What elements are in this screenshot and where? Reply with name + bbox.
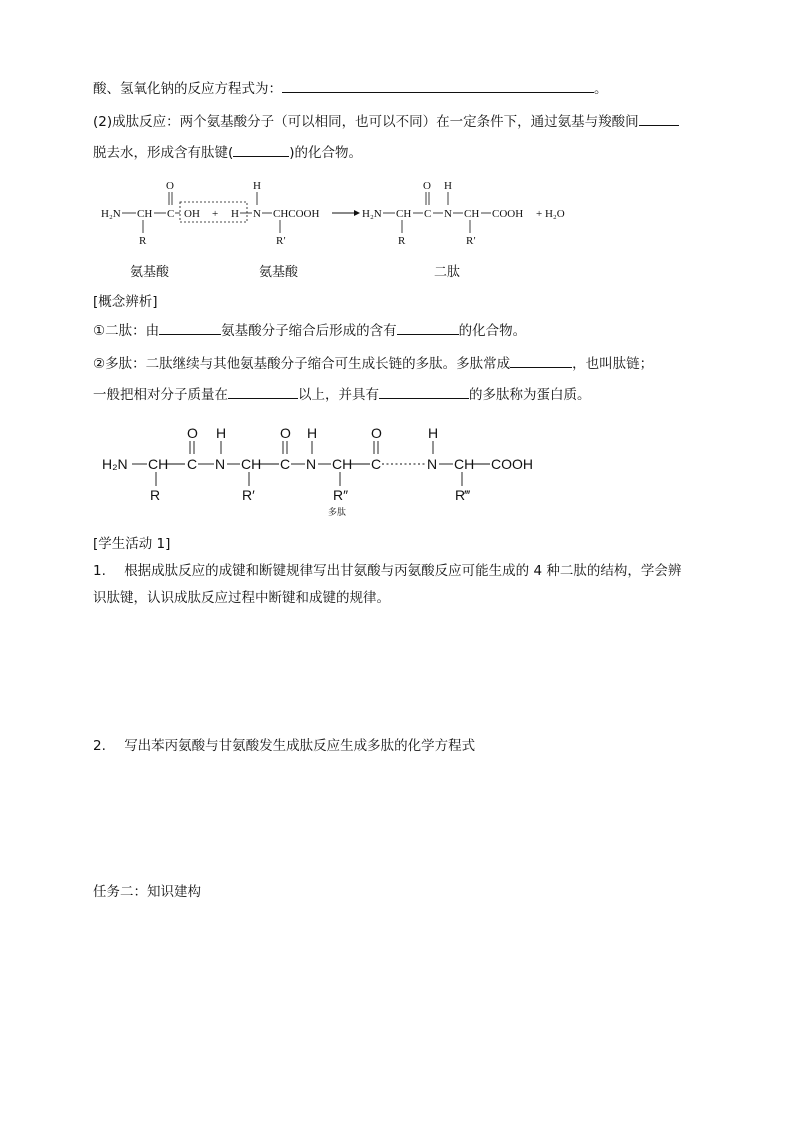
poly-ch1: CH — [148, 456, 169, 472]
peptide-bond-blank[interactable] — [233, 142, 289, 157]
question-2-text: 写出苯丙氨酸与甘氨酸发生成肽反应生成多肽的化学方程式 — [124, 738, 476, 754]
n-label: N — [253, 208, 261, 220]
product-r-prime: R′ — [466, 235, 476, 247]
task-2-heading: 任务二：知识建构 — [93, 884, 201, 900]
dipeptide-text-a: ①二肽：由 — [93, 323, 160, 339]
question-2-number: 2. — [93, 738, 106, 754]
product-r: R — [398, 235, 406, 247]
poly-h2n: H₂N — [102, 456, 128, 472]
polypeptide-shape-blank[interactable] — [510, 353, 572, 368]
equation-prompt-line — [93, 78, 608, 99]
peptide-bond-text-b: )的化合物。 — [289, 145, 363, 161]
molecular-mass-blank[interactable] — [228, 384, 298, 399]
product-cooh: COOH — [492, 208, 524, 220]
condensation-reaction-diagram — [96, 178, 596, 286]
protein-text-b: 以上，并具有 — [298, 387, 379, 403]
dehydration-blank[interactable] — [639, 111, 679, 126]
poly-label: 多肽 — [328, 508, 347, 518]
product-c: C — [424, 208, 432, 220]
plus-sign: + — [212, 208, 219, 220]
poly-h2: H — [307, 425, 318, 441]
question-1-line-1 — [93, 561, 681, 581]
equation-answer-blank[interactable] — [282, 78, 594, 93]
product-o: O — [423, 180, 431, 192]
product-ch1: CH — [396, 208, 412, 220]
poly-c3: C — [371, 456, 382, 472]
poly-r: R — [150, 487, 161, 503]
poly-r2: R″ — [333, 487, 349, 503]
polypeptide-definition — [93, 353, 653, 374]
poly-ch4: CH — [454, 456, 475, 472]
concept-heading: [概念辨析] — [93, 294, 158, 310]
poly-c2: C — [280, 456, 291, 472]
equation-prompt-text: 酸、氢氧化钠的反应方程式为： — [93, 81, 282, 97]
h2n-label: H₂N — [101, 208, 121, 220]
poly-cooh: COOH — [491, 456, 533, 472]
peptide-bond-text-a: 脱去水，形成含有肽键( — [93, 145, 234, 161]
r-group: R — [139, 235, 147, 247]
poly-h3: H — [428, 425, 439, 441]
dipeptide-text-b: 氨基酸分子缩合后形成的含有 — [221, 323, 397, 339]
dipeptide-text-c: 的化合物。 — [458, 323, 527, 339]
polypeptide-diagram — [100, 422, 560, 520]
question-1-text-1: 根据成肽反应的成键和断键规律写出甘氨酸与丙氨酸反应可能生成的 4 种二肽的结构，学会辨 — [124, 563, 682, 579]
dipeptide-bond-blank[interactable] — [397, 320, 459, 335]
amino-h: H — [231, 208, 239, 220]
product-n: N — [444, 208, 452, 220]
poly-ch2: CH — [241, 456, 262, 472]
poly-h1: H — [216, 425, 227, 441]
polypeptide-text-a: ②多肽：二肽继续与其他氨基酸分子缩合可生成长链的多肽。多肽常成 — [93, 356, 511, 372]
protein-text-c: 的多肽称为蛋白质。 — [469, 387, 591, 403]
chcooh-label: CHCOOH — [273, 208, 320, 220]
dipeptide-count-blank[interactable] — [159, 320, 221, 335]
protein-text-a: 一般把相对分子质量在 — [93, 387, 228, 403]
caption-dipeptide: 二肽 — [434, 265, 461, 280]
ch-label: CH — [137, 208, 153, 220]
peptide-reaction-text: (2)成肽反应：两个氨基酸分子（可以相同，也可以不同）在一定条件下，通过氨基与羧酸间 — [93, 114, 639, 130]
product-ch2: CH — [464, 208, 480, 220]
poly-o1: O — [187, 425, 198, 441]
product-h2n: H₂N — [362, 208, 382, 220]
poly-n3: N — [427, 456, 438, 472]
poly-r1: R′ — [242, 487, 255, 503]
peptide-reaction-line — [93, 111, 679, 132]
poly-c1: C — [187, 456, 198, 472]
caption-amino-acid-2: 氨基酸 — [259, 265, 299, 280]
question-2 — [93, 736, 475, 756]
poly-n2: N — [306, 456, 317, 472]
question-1-number: 1. — [93, 563, 106, 579]
dipeptide-definition — [93, 320, 526, 341]
peptide-bond-line — [93, 142, 362, 163]
n-h-label: H — [253, 180, 261, 192]
activity-heading: [学生活动 1] — [93, 536, 171, 552]
water-label: + H₂O — [536, 208, 565, 220]
period: 。 — [594, 81, 608, 97]
poly-ch3: CH — [332, 456, 353, 472]
poly-o3: O — [371, 425, 382, 441]
question-1-line-2: 识肽键，认识成肽反应过程中断键和成键的规律。 — [93, 590, 390, 606]
poly-n1: N — [215, 456, 226, 472]
product-n-h: H — [444, 180, 452, 192]
structure-blank[interactable] — [379, 384, 469, 399]
carbonyl-c: C — [167, 208, 175, 220]
protein-definition — [93, 384, 591, 405]
r-prime-group: R′ — [276, 235, 286, 247]
caption-amino-acid-1: 氨基酸 — [130, 265, 170, 280]
polypeptide-text-b: ，也叫肽链； — [572, 356, 654, 372]
poly-r3: R‴ — [455, 487, 471, 503]
carbonyl-o: O — [166, 180, 174, 192]
hydroxyl-label: OH — [184, 208, 200, 220]
poly-o2: O — [280, 425, 291, 441]
